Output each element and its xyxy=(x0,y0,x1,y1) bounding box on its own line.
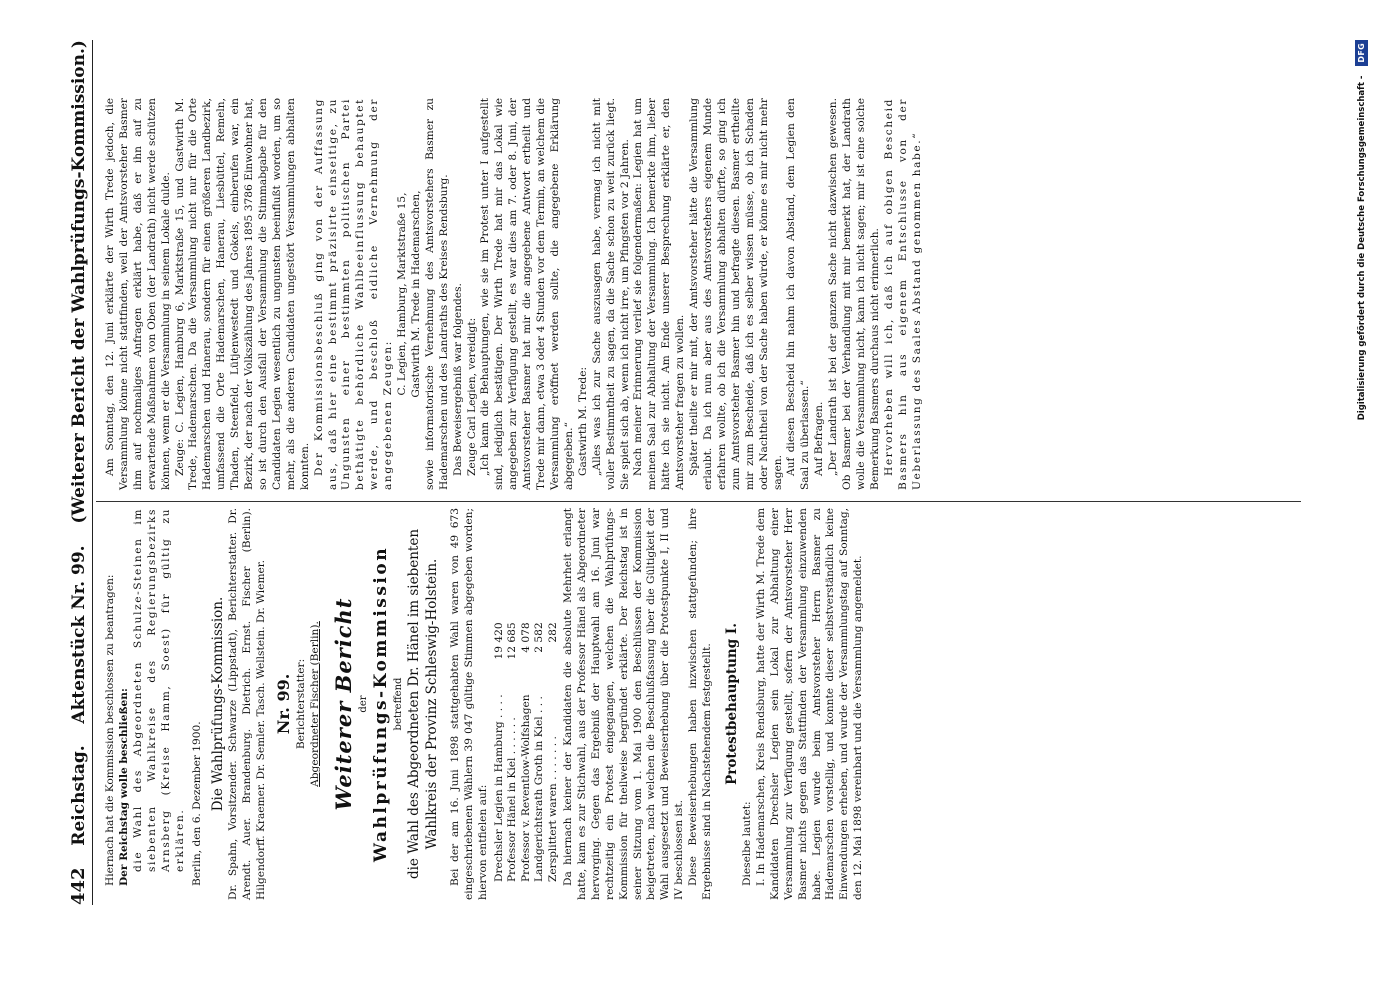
commission-title: Wahlprüfungs-Kommission xyxy=(370,545,391,863)
column-divider xyxy=(96,501,1301,502)
paragraph: sowie informatorische Vernehmung des Amtsvorstehers Basmer zu Hademarschen und des Landraths des Kreises Rendsburg. xyxy=(423,98,450,490)
header-rule xyxy=(92,40,93,905)
paragraph: Dieselbe lautet: xyxy=(740,801,753,886)
paragraph: Bei der am 16. Juni 1898 stattgehabten Wahl waren von 49 673 eingeschriebenen Wählern 39 047 gültige Stimmen abgegeben worden; hiervon entfielen auf: xyxy=(448,508,489,900)
table-row xyxy=(493,622,507,882)
candidate-name: Landgerichtsrath Groth in Kiel . . . xyxy=(533,696,545,882)
vote-count: 19 420 xyxy=(492,622,505,660)
report-subject: die Wahl des Abgeordneten Dr. Hänel im siebenten Wahlkreis der Provinz Schleswig-Holstein. xyxy=(405,528,440,880)
paragraph: Auf Befragen. xyxy=(813,401,826,476)
candidate-name: Zersplittert waren . . . . . . . xyxy=(546,736,559,882)
candidate-name: Drechsler Legien in Hamburg . . . . xyxy=(492,694,505,882)
paragraph: Diese Beweiserhebungen haben inzwischen stattgefunden; ihre Ergebnisse sind in Nachstehendem festgestellt. xyxy=(687,508,714,900)
paragraph: Der Reichstag wolle beschließen: xyxy=(117,688,130,886)
header-left: Reichstag. xyxy=(69,745,89,846)
title-article: der xyxy=(357,695,369,713)
paragraph: „Der Landrath ist bei der ganzen Sache nicht dazwischen gewesen. Ob Basmer bei der Verhandlung mit mir bemerkt hat, der Landrath wolle die Versammlung nicht, kann ich nicht sagen; mir ist eine solche Bemerkung Basmers durchaus nicht erinnerlich. xyxy=(827,98,881,490)
commission-heading: Die Wahlprüfungs-Kommission. xyxy=(210,596,227,812)
table-row xyxy=(547,622,561,882)
motion-text: die Wahl des Abgeordneten Schulze-Steinen im siebenten Wahlkreise des Regierungsbezirks Arnsberg (Kreise Hamm, Soest) für gültig zu erklären. xyxy=(131,508,186,872)
commission-members: Dr. Spahn, Vorsitzender. Schwarze (Lippstadt), Berichterstatter. Dr. Arendt. Auer. Brandenburg. Dietrich. Ernst. Fischer (Berlin). Hilgendorff. Kraemer. Dr. Semler. Tasch. Wellstein. Dr. Wiemer. xyxy=(227,508,268,900)
header-center: Aktenstück Nr. 99. xyxy=(69,545,89,724)
vote-count: 12 685 xyxy=(506,622,518,660)
votes-table xyxy=(493,622,561,882)
dfg-logo: DFG xyxy=(1355,40,1368,66)
candidate-name: Professor v. Reventlow-Wolfshagen xyxy=(519,694,532,882)
vote-count: 282 xyxy=(546,622,559,643)
witness-line: C. Legien, Hamburg, Marktstraße 15, xyxy=(396,192,409,396)
right-column xyxy=(104,98,924,490)
document-number: Nr. 99. xyxy=(274,673,294,735)
reporter-name: Abgeordneter Fischer (Berlin). xyxy=(308,621,321,787)
candidate-name: Professor Hänel in Kiel . . . . . . xyxy=(506,717,518,882)
reporter-label: Berichterstatter: xyxy=(294,658,307,750)
report-title: Weiterer Bericht xyxy=(330,597,356,811)
witness-line: Gastwirth M. Trede in Hademarschen, xyxy=(409,190,422,398)
table-row xyxy=(520,622,534,882)
title-betreffend: betreffend xyxy=(392,677,404,731)
credit-text: Digitalisierung gefördert durch die Deutsche Forschungsgemeinschaft - xyxy=(1356,75,1367,421)
header-right: (Weiterer Bericht der Wahlprüfungs-Kommission.) xyxy=(69,40,89,524)
page-number: 442 xyxy=(68,867,89,905)
paragraph: Hiernach hat die Kommission beschlossen zu beantragen: xyxy=(104,574,116,886)
paragraph: Später theilte er mir mit, der Amtsvorsteher hätte die Versammlung erlaubt. Da ich nun aber aus des Amtsvorstehers eigenem Munde erfahren wollte, ob ich die Versammlung abhalten dürfte, so ging ich zum Amtsvorsteher Basmer hin und befragte diesen. Basmer ertheilte mir zum Bescheide, daß ich es selber wissen müsse, ob ich Schaden oder Nachtheil von der Sache haben würde, er könne es mir nicht mehr sagen. xyxy=(688,98,784,490)
section-heading: Protestbehauptung I. xyxy=(723,623,740,785)
paragraph: Zeuge: C. Legien, Hamburg 6, Marktstraße 15, und Gastwirth M. Trede, Hademarschen. Da die Versammlung nicht nur für die Orte Hademarschen und Hanerau, sondern für einen größeren Landbezirk, umfassend die Orte Hademarschen, Hanerau, Liesbüttel, Remeln, Thaden, Steenfeld, Lütjenwestedt und Gokels, einberufen war, ein Bezirk, der nach der Volkszählung des Jahres 1895 3786 Einwohner hat, so ist durch den Ausfall der Versammlung die Stimmabgabe für den Candidaten Legien wesentlich zu ungunsten beeinflußt worden, um so mehr, als die anderen Candidaten ungestört Versammlungen abhalten konnten. xyxy=(173,98,311,490)
paragraph: Nach meiner Erinnerung verlief sie folgendermaßen: Legien hat um meinen Saal zur Abhaltung der Versammlung. Ich bemerkte ihm, lieber hätte ich sie nicht. Am Ende unserer Besprechung erklärte er, den Amtsvorsteher fragen zu wollen. xyxy=(632,98,687,490)
date-line: Berlin, den 6. Dezember 1900. xyxy=(191,721,204,886)
vote-count: 4 078 xyxy=(519,622,532,653)
page-header xyxy=(55,40,89,905)
digitization-credit xyxy=(1355,40,1368,960)
paragraph: „Alles was ich zur Sache auszusagen habe, vermag ich nicht mit voller Bestimmtheit zu sagen, da die Sache schon zu weit zurück liegt. Sie spielt sich ab, wenn ich nicht irre, um Pfingsten vor 2 Jahren. xyxy=(590,98,631,490)
paragraph: I. In Hademarschen, Kreis Rendsburg, hatte der Wirth M. Trede dem Kandidaten Drechsler Legien sein Lokal zur Abhaltung einer Versammlung zur Verfügung gestellt, sofern der Amtsvorsteher Herr Basmer nichts gegen das Stattfinden der Versammlung einzuwenden habe. Legien wurde beim Amtsvorsteher Herrn Basmer zu Hademarschen vorstellig, und konnte dieser selbstverständlich keine Einwendungen erheben, und wurde der Versammlungstag auf Sonntag, den 12. Mai 1898 vereinbart und die Versammlung angemeldet. xyxy=(754,508,865,900)
table-row xyxy=(506,622,520,882)
paragraph: Da hiernach keiner der Kandidaten die absolute Mehrheit erlangt hatte, kam es zur Stichwahl, aus der Professor Hänel als Abgeordneter hervorging. Gegen das Ergebniß der Hauptwahl am 16. Juni war rechtzeitig ein Protest eingegangen, welchen die Wahlprüfungs-Kommission für theilweise begründet erklärte. Der Reichstag ist in seiner Sitzung vom 1. Mai 1900 den Beschlüssen der Kommission beigetreten, nach welchen die Beschlußfassung über die Gültigkeit der Wahl ausgesetzt und Beweiserhebung über die Protestpunkte I, II und IV beschlossen ist. xyxy=(562,508,686,900)
paragraph: Am Sonntag, den 12. Juni erklärte der Wirth Trede jedoch, die Versammlung könne nicht stattfinden, weil der Amtsvorsteher Basmer ihm auf nochmaliges Anfragen erklärt habe, daß er ihn auf zu erwartende Maßnahmen von Oben (der Landrath) nicht werde schützen können, wenn er die Versammlung in seinem Lokale dulde. xyxy=(104,98,172,490)
paragraph: Der Kommissionsbeschluß ging von der Auffassung aus, daß hier eine bestimmt präzisirte einseitige, zu Ungunsten einer bestimmten politischen Partei bethätigte behördliche Wahlbeeinflussung behauptet werde, und beschloß eidliche Vernehmung der angegebenen Zeugen: xyxy=(312,98,395,490)
table-row xyxy=(533,622,547,882)
left-column xyxy=(104,508,866,900)
paragraph: Auf diesen Bescheid hin nahm ich davon Abstand, dem Legien den Saal zu überlassen.“ xyxy=(785,98,812,490)
paragraph: Das Beweisergebniß war folgendes. xyxy=(451,283,464,476)
vote-count: 2 582 xyxy=(533,622,545,653)
paragraph: Gastwirth M. Trede: xyxy=(576,366,589,476)
paragraph: Zeuge Carl Legien, vereidigt: xyxy=(465,317,478,476)
paragraph: Hervorheben will ich, daß ich auf obigen Bescheid Basmers hin aus eigenem Entschlusse von der Ueberlassung des Saales Abstand genommen habe.“ xyxy=(882,98,923,490)
paragraph: „Ich kann die Behauptungen, wie sie im Protest unter I aufgestellt sind, lediglich bestätigen. Der Wirth Trede hat mir das Lokal wie angegeben zur Verfügung gestellt, es war dies am 7. oder 8. Juni, der Amtsvorsteher Basmer hat mir die angegebene Antwort ertheilt und Trede mir dann, etwa 3 oder 4 Stunden vor dem Termin, an welchem die Versammlung eröffnet werden sollte, die angegebene Erklärung abgegeben.“ xyxy=(479,98,575,490)
